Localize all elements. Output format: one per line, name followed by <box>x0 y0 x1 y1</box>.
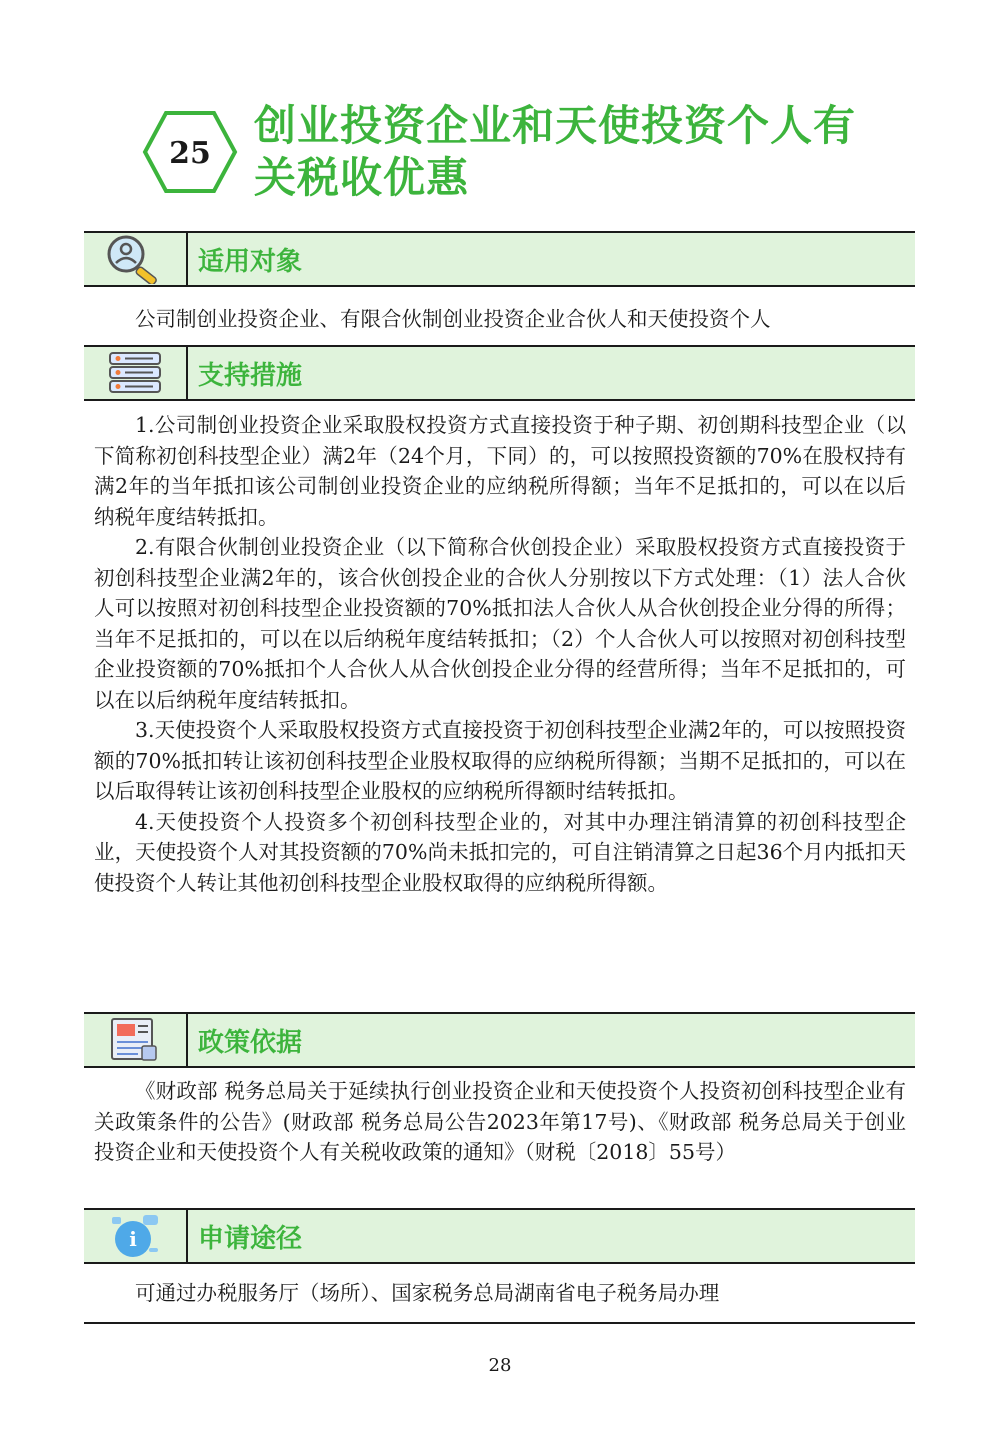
title-line-1: 创业投资企业和天使投资个人有 <box>254 101 857 150</box>
section-header-basis <box>84 1012 915 1068</box>
applicable-text: 公司制创业投资企业、有限合伙制创业投资企业合伙人和天使投资个人 <box>135 307 771 331</box>
basis-text: 《财政部 税务总局关于延续执行创业投资企业和天使投资个人投资初创科技型企业有关政策条件的公告》(财政部 税务总局公告2023年第17号)、《财政部 税务总局关于创业投资企业和天使投资个人有关税收政策的通知》（财税〔2018〕55号） <box>94 1079 906 1164</box>
document-chart-icon <box>84 1014 186 1066</box>
header-divider <box>186 1210 188 1262</box>
measure-paragraph-2: 2.有限合伙制创业投资企业（以下简称合伙创投企业）采取股权投资方式直接投资于初创科技型企业满2年的，该合伙创投企业的合伙人分别按以下方式处理：（1）法人合伙人可以按照对初创科技型企业投资额的70%抵扣法人合伙人从合伙创投企业分得的所得；当年不足抵扣的，可以在以后纳税年度结转抵扣；（2）个人合伙人可以按照对初创科技型企业投资额的70%抵扣个人合伙人从合伙创投企业分得的经营所得；当年不足抵扣的，可以在以后纳税年度结转抵扣。 <box>94 535 906 712</box>
measure-paragraph-1: 1.公司制创业投资企业采取股权投资方式直接投资于种子期、初创期科技型企业（以下简称初创科技型企业）满2年（24个月，下同）的，可以按照投资额的70%在股权持有满2年的当年抵扣该公司制创业投资企业的应纳税所得额；当年不足抵扣的，可以在以后纳税年度结转抵扣。 <box>94 413 906 529</box>
title-line-2: 关税收优惠 <box>254 153 470 202</box>
header-divider <box>186 233 188 285</box>
header-divider <box>186 1014 188 1066</box>
section-header-measures <box>84 345 915 401</box>
section-number: 25 <box>169 136 211 171</box>
measures-body <box>94 410 906 898</box>
section-heading: 申请途径 <box>198 1223 303 1254</box>
server-list-icon <box>84 347 186 399</box>
info-chat-icon <box>84 1210 186 1262</box>
measure-paragraph-3: 3.天使投资个人采取股权投资方式直接投资于初创科技型企业满2年的，可以按照投资额的70%抵扣转让该初创科技型企业股权取得的应纳税所得额；当期不足抵扣的，可以在以后取得转让该初创科技型企业股权的应纳税所得额时结转抵扣。 <box>94 718 906 803</box>
basis-body <box>94 1076 906 1168</box>
page-number: 28 <box>488 1355 512 1376</box>
page-title <box>254 100 894 204</box>
section-header-applicable <box>84 231 915 287</box>
title-block <box>142 100 922 210</box>
section-heading: 支持措施 <box>198 360 303 391</box>
header-divider <box>186 347 188 399</box>
section-heading: 政策依据 <box>198 1027 303 1058</box>
hexagon-number-badge <box>142 110 238 194</box>
bottom-rule <box>84 1322 915 1324</box>
section-heading: 适用对象 <box>198 246 303 277</box>
magnifier-person-icon <box>84 233 186 285</box>
section-header-apply <box>84 1208 915 1264</box>
svg-text:i: i <box>129 1227 137 1251</box>
apply-text: 可通过办税服务厅（场所）、国家税务总局湖南省电子税务局办理 <box>135 1281 720 1305</box>
measure-paragraph-4: 4.天使投资个人投资多个初创科技型企业的，对其中办理注销清算的初创科技型企业，天使投资个人对其投资额的70%尚未抵扣完的，可自注销清算之日起36个月内抵扣天使投资个人转让其他初创科技型企业股权取得的应纳税所得额。 <box>94 809 906 895</box>
